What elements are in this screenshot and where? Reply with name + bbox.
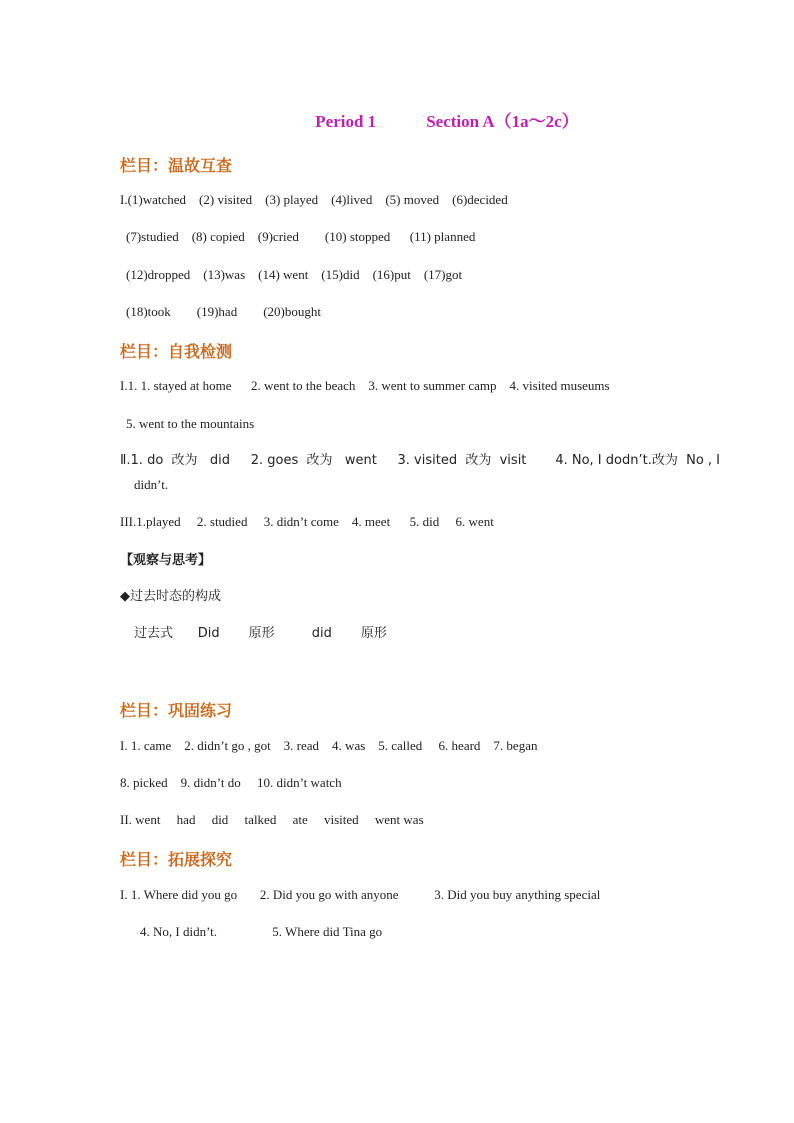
self-check-line-3: Ⅱ.1. do 改为 did 2. goes 改为 went 3. visited 改为 visit 4. No, I dodn’t.改为 No , I	[120, 453, 721, 468]
observe-bullet: ◆过去时态的构成	[120, 589, 221, 604]
review-line-4: (18)took (19)had (20)bought	[126, 304, 321, 319]
consolidate-line-3: II. went had did talked ate visited went was	[120, 812, 424, 827]
section-label: Section A（1a～2c）	[426, 112, 579, 131]
period-label: Period 1	[315, 112, 377, 131]
review-line-3: (12)dropped (13)was (14) went (15)did (16)put (17)got	[126, 267, 463, 282]
self-check-line-2: 5. went to the mountains	[126, 416, 255, 431]
extend-line-1: I. 1. Where did you go 2. Did you go with anyone 3. Did you buy anything special	[120, 887, 601, 902]
review-line-1: I.(1)watched (2) visited (3) played (4)lived (5) moved (6)decided	[120, 192, 508, 207]
section-heading-extend: 栏目：拓展探究	[120, 850, 233, 869]
self-check-line-1: I.1. 1. stayed at home 2. went to the beach 3. went to summer camp 4. visited museums	[120, 378, 610, 393]
page-title	[0, 107, 794, 132]
self-check-line-4: didn’t.	[134, 477, 169, 492]
consolidate-line-2: 8. picked 9. didn’t do 10. didn’t watch	[120, 775, 342, 790]
section-heading-self-check: 栏目：自我检测	[120, 342, 233, 361]
review-line-2: (7)studied (8) copied (9)cried (10) stopped (11) planned	[126, 229, 476, 244]
observe-heading: 【观察与思考】	[120, 553, 212, 568]
consolidate-line-1: I. 1. came 2. didn’t go , got 3. read 4. was 5. called 6. heard 7. began	[120, 738, 538, 753]
section-heading-consolidate: 栏目：巩固练习	[120, 701, 233, 720]
self-check-line-5: III.1.played 2. studied 3. didn’t come 4. meet 5. did 6. went	[120, 514, 494, 529]
section-heading-review: 栏目：温故互查	[120, 156, 233, 175]
extend-line-2: 4. No, I didn’t. 5. Where did Tina go	[140, 924, 383, 939]
observe-row: 过去式 Did 原形 did 原形	[134, 626, 387, 641]
